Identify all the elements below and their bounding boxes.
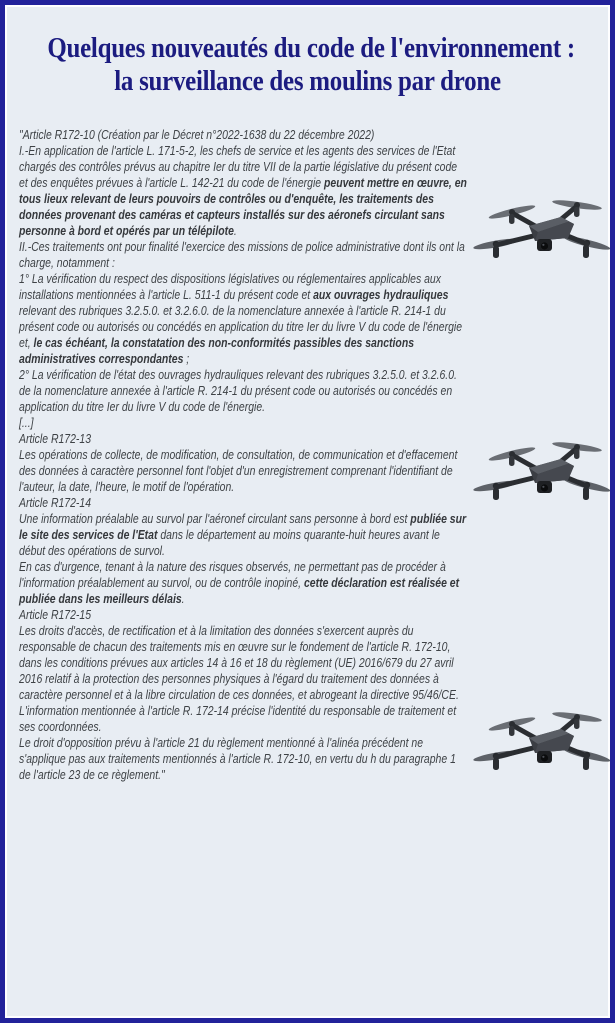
article-paragraph: Les droits d'accès, de rectification et à la limitation des données s'exercent auprès du responsable de chacun des traitements mis en œuvre sur le fondement de l'article R. 172-10, dans les conditions prévues aux articles 14 à 16 et 18 du règlement (UE) 2016/679 du 27 avril 2016 relatif à la protection des personnes physiques à l'égard du traitement des données à caractère personnel et à la libre circulation de ces données, et abrogeant la directive 95/46/CE. L'information mentionnée à l'article R. 172-14 précise l'identité du responsable de traitement et ses coordonnées. — [19, 624, 459, 734]
article-paragraph: 2° La vérification de l'état des ouvrages hydrauliques relevant des rubriques 3.2.5.0. et 3.2.6.0. de la nomenclature annexée à l'article R. 214-1 du présent code ou autorisés ou concédés en application du titre Ier du livre V du code de l'énergie. — [19, 368, 457, 414]
article-paragraph: Les opérations de collecte, de modification, de consultation, de communication et d'effacement des données à caractère personnel font l'objet d'un enregistrement comprenant l'identifiant de l'auteur, la date, l'heure, le motif de l'opération. — [19, 448, 458, 494]
article-heading: Article R172-15 — [19, 608, 92, 622]
article-paragraph: Le droit d'opposition prévu à l'article 21 du règlement mentionné à l'alinéa précédent ne s'applique pas aux traitements mentionnés à l'article R. 172-10, en vertu du h du paragraphe 1 de l'article 23 de ce règlement." — [19, 736, 456, 782]
article-paragraph: Une information préalable au survol par l'aéronef circulant sans personne à bord est publiée sur le site des services de l'Etat dans le département au moins quarante-huit heures avant le début des opérations de survol. — [19, 512, 467, 558]
drone-image — [471, 191, 615, 273]
page-title — [5, 5, 610, 98]
page-title-line-2: la surveillance des moulins par drone — [114, 65, 501, 97]
page-title-line-1: Quelques nouveautés du code de l'environnement : — [47, 32, 575, 64]
article-heading: Article R172-14 — [19, 496, 92, 510]
article-paragraph: 1° La vérification du respect des dispositions législatives ou réglementaires applicables aux installations mentionnées à l'article L. 511-1 du présent code et aux ouvrages hydrauliques relevant des rubriques 3.2.5.0. et 3.2.6.0. de la nomenclature annexée à l'article R. 214-1 du présent code ou autorisés ou concédés en application du titre Ier du livre V du code de l'énergie et, le cas échéant, la constatation des non-conformités passibles des sanctions administratives correspondantes ; — [19, 272, 463, 366]
article-body — [19, 127, 467, 783]
article-paragraph: II.-Ces traitements ont pour finalité l'exercice des missions de police administrative dont ils ont la charge, notamment : — [19, 240, 465, 270]
article-paragraph: En cas d'urgence, tenant à la nature des risques observés, ne permettant pas de procéder à l'information préalablement au survol, ou de contrôle inopiné, cette déclaration est réalisée et publiée dans les meilleurs délais. — [19, 560, 460, 606]
article-paragraph: "Article R172-10 (Création par le Décret n°2022-1638 du 22 décembre 2022) I.-En application de l'article L. 171-5-2, les chefs de service et les agents des services de l'Etat chargés des contrôles prévus au chapitre Ier du titre VII de la partie législative du présent code et des enquêtes prévues à l'article L. 142-21 du code de l'énergie peuvent mettre en œuvre, en tous lieux relevant de leurs pouvoirs de contrôles ou d'enquête, les traitements des données provenant des caméras et capteurs installés sur des aéronefs circulant sans personne à bord et opérés par un télépilote. — [19, 128, 467, 238]
article-paragraph: [...] — [19, 416, 34, 430]
drone-image — [471, 433, 615, 515]
article-heading: Article R172-13 — [19, 432, 92, 446]
drone-image — [471, 703, 615, 785]
